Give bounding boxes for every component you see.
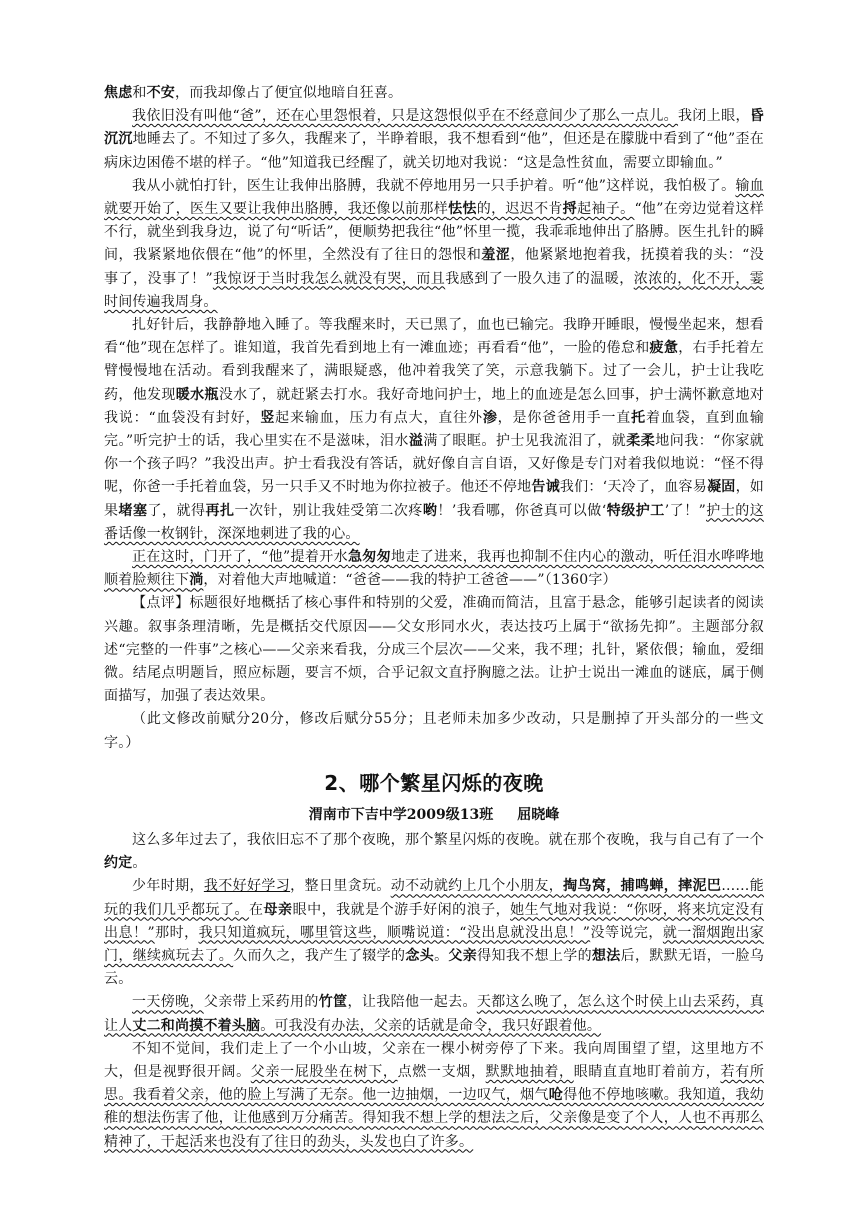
- underlined-text: 得他不停地咳嗽。我知道，我幼稚的想法伤害了他，让他感到万分痛苦。得知我不想上学的想法之后，父亲像是变了个人，人也不再那么精神了，干起活来也没有了往日的劲头，头发也白了许多。: [104, 1087, 764, 1150]
- bold-text: 约定: [104, 855, 133, 872]
- text-run: ’了！”: [664, 502, 707, 519]
- underlined-text: 一天傍晚，: [132, 994, 204, 1011]
- text-run: 少年时期，: [132, 878, 204, 895]
- underlined-text: 父亲一屁股坐在树下，: [250, 1063, 398, 1080]
- underlined-text: 我依旧没有叫他“爸”，还在心里怨恨着，只是这怨恨似乎在不经意间少了那么一点儿。: [132, 108, 679, 125]
- bold-text: 昏沉沉: [104, 108, 764, 148]
- underlined-text: 若有所思。我看着父亲，他的脸上写满了无奈。他一边抽烟，一边叹气，烟气: [104, 1063, 765, 1104]
- underlined-text: 。可我没有办法，父亲的话就是命令，我只好跟着他。: [260, 1017, 602, 1034]
- text-run: 我从小就怕打针，医生让我伸出胳膊，我就不停地用另一只手护着。听“他”这样说，我怕极了。: [132, 177, 736, 194]
- text-run: 父亲带上采药用的: [203, 994, 319, 1011]
- text-run: 眼中，我就是个游手好闲的浪子，: [292, 901, 511, 918]
- text-run: ，让我陪他一起去。: [347, 994, 477, 1011]
- underlined-text: 浓浓的，化不开，霎时间传遍我周身。: [104, 270, 764, 310]
- text-run: 没水了，就赶紧去打水。我好奇地问护士，地上的血迹是怎么回事，护士满怀歉意地对我说：“血袋没有封好，: [104, 386, 765, 426]
- bold-text: 凝固: [707, 479, 736, 496]
- bold-text: 告诫: [531, 479, 560, 496]
- text-run: 起来输血，压力有点大，直往外: [275, 409, 483, 426]
- underlined-text: ……能玩的我们几乎都玩了。: [104, 878, 765, 918]
- bold-text: 淌: [189, 572, 204, 589]
- paragraph: [104, 314, 764, 546]
- paragraph: [104, 991, 764, 1037]
- underlined-text: 护士的这番话像一枚钢针，深深地刺进了我的心。: [104, 502, 764, 542]
- text-run: 标题很好地概括了核心事件和特别的父爱，准确而简洁，且富于悬念，能够引起读者的阅读兴趣。叙事条理清晰，先是概括交代原因——父女形同水火，表达技巧上属于“欲扬先抑”。主题部分叙述“完整的一件事”之核心——父亲来看我，分成三个层次——父来，我不理；扎针，紧依偎；输血，爱细微。结尾点明题旨，照应标题，要言不烦，合乎记叙文直抒胸臆之法。让护士说出一滩血的谜底，属于侧面描写，加强了表达效果。: [104, 595, 764, 705]
- underlined-text: 正在这时，门开了，“他”提着开水: [132, 549, 348, 566]
- text-run: 了，就得: [147, 502, 206, 519]
- paragraph: [104, 175, 764, 314]
- underlined-text: 输血就要开始了，医生又要让我伸出胳膊，我还像以前那样: [104, 177, 764, 218]
- text-run: 我感到了一股久违了的温暖，: [445, 270, 634, 287]
- text-run: 着血袋，直到血输完。”听完护士的话，我心里实在不是滋味，泪水: [104, 409, 765, 450]
- bold-text: 疲惫: [649, 340, 679, 357]
- bold-text: 堵塞: [118, 502, 148, 519]
- bold-text: 竖: [260, 409, 276, 426]
- underlined-text: 默默地抽着，: [485, 1063, 574, 1080]
- text-run: 我们：‘天冷了，血容易: [559, 479, 708, 496]
- bold-text: 掏鸟窝，捕鸣蝉，摔泥巴: [563, 878, 722, 895]
- text-run: 没等说完，: [590, 924, 663, 941]
- paragraph: [104, 546, 764, 592]
- text-run: 。: [132, 855, 147, 872]
- text-run: ，而我却像占了便宜似地暗自狂喜。: [175, 85, 403, 101]
- bold-text: 渗: [482, 409, 498, 426]
- text-run: ，是你爸爸用手一直: [497, 409, 632, 426]
- text-run: ，整日里贪玩。: [290, 878, 391, 895]
- text-run: “他”在旁边觉着这样不行，就坐到我身边，说了句“听话”，便顺势把我往“他”怀里一揽，我乖乖地伸出了胳膊。医生扎针的瞬间，我紧紧地依偎在“他”的怀里，全然没有了往日的怨恨和: [104, 201, 764, 264]
- bold-text: 怯怯: [448, 201, 477, 218]
- text-run: ，对着他大声地喊道：“爸爸——我的特护工爸爸——”（1360字）: [203, 572, 617, 589]
- bold-text: 念头: [405, 947, 435, 964]
- article-title: 2、哪个繁星闪烁的夜晚: [324, 770, 544, 795]
- bold-text: 哟: [422, 502, 438, 519]
- text-run: 一次针，别让我娃受第二次疼: [234, 502, 423, 519]
- text-run: 地睡去了。不知过了多久，我醒来了，半睁着眼，我不想看到“他”，但还是在朦胧中看到了“他”歪在病床边困倦不堪的样子。“他”知道我已经醒了，就关切地对我说：“这是急性贫血，需要立即输血。”: [104, 131, 765, 171]
- text-run: 不知不觉间，我们走上了一个小山坡，父亲在一棵小树旁停了下来。我向周围望了望，这里地方不大，但是视野很开阔。: [104, 1040, 764, 1080]
- text-run: 久而久之，我产生了辍学的: [233, 947, 406, 964]
- bold-text: 呛: [548, 1087, 564, 1104]
- paragraph: [104, 105, 764, 175]
- underlined-text: 我惊讶于当时我怎么就没有哭，而且: [212, 270, 446, 287]
- bold-text: 竹筐: [318, 994, 348, 1011]
- score-note: [104, 708, 764, 754]
- text-run: 在: [249, 901, 264, 918]
- bold-text: 柔柔: [626, 433, 656, 450]
- text-run: ，如果: [104, 479, 765, 519]
- paragraph: [104, 1038, 764, 1154]
- text-run: ，他紧紧地抱着我，抚摸着我的头：“没事了，没事了！”: [104, 247, 765, 287]
- school-name: 渭南市下吉中学2009级13班: [308, 806, 494, 823]
- text-run: 眼睛直直地盯着前方，: [573, 1063, 721, 1080]
- bold-text: 暖水瓶: [175, 386, 219, 403]
- paragraph: [104, 82, 764, 105]
- bold-text: 捋: [562, 201, 578, 218]
- underlined-text: 我不好好学习: [203, 878, 291, 895]
- underlined-text: 起袖子。: [577, 201, 635, 218]
- document-page: [104, 82, 764, 1154]
- bold-text: 丈二和尚摸不着头脑: [132, 1017, 261, 1034]
- byline: [104, 804, 764, 827]
- underlined-text: 地走了进来，我再也抑制不住内心的激动，听任泪水哗哗地顺着脸颊往下: [104, 549, 765, 589]
- paragraph: [104, 875, 764, 991]
- text-run: ！’我看哪，你爸真可以做‘: [437, 502, 607, 519]
- paragraph: [104, 829, 764, 875]
- text-run: 我闭上眼，: [678, 108, 750, 125]
- bold-text: 羞涩: [481, 247, 511, 264]
- text-run: 那时，: [154, 924, 199, 941]
- bold-text: 急匆匆: [347, 549, 392, 566]
- text-run: 得知我不想上学的: [477, 947, 592, 964]
- bold-text: 再扎: [205, 502, 235, 519]
- bold-text: 特级护工: [606, 502, 665, 519]
- underlined-text: 动不动就约上几个小朋友，: [390, 878, 564, 895]
- text-run: 后，默默无语，一脸乌云。: [104, 947, 764, 988]
- bold-text: 想法: [591, 947, 621, 964]
- text-run: 。: [434, 947, 449, 964]
- comment-paragraph: [104, 592, 764, 708]
- text-run: 地问我：“你家就你一个孩子吗？”我没出声。护士看我没有答话，就好像自言自语，又好像是专门对着我似地说：“怪不得呢，你爸一手托着血袋，另一只手又不时地为你拉被子。他还不停地: [104, 433, 765, 496]
- text-run: 扎好针后，我静静地入睡了。等我醒来时，天已黑了，血也已输完。我睁开睡眼，慢慢坐起来，想看看“他”现在怎样了。谁知道，我首先看到地上有一滩血迹；再看看“他”，一脸的倦怠和: [104, 317, 764, 357]
- underlined-text: 就一溜烟跑出家门，继续疯玩去了。: [104, 924, 764, 964]
- text-run: 和: [132, 85, 147, 101]
- underlined-text: 她生气地对我说：“你呀，将来坑定没有出息！”: [104, 901, 765, 941]
- text-run: 满了眼眶。护士见我流泪了，就: [423, 433, 627, 450]
- bold-text: 溢: [408, 433, 424, 450]
- author-name: 屈晓峰: [517, 806, 560, 823]
- text-run: 这么多年过去了，我依旧忘不了那个夜晚，那个繁星闪烁的夜晚。就在那个夜晚，我与自己有了一个: [132, 831, 764, 848]
- underlined-text: 天都这么晚了，怎么这个时侯上山去采药，真让人: [104, 994, 764, 1034]
- bold-text: 母亲: [263, 901, 293, 918]
- text-run: ，右手托着左臂慢慢地在活动。看到我醒来了，满眼疑惑，他冲着我笑了笑，示意我躺下。过了一会儿，护士让我吃药，他发现: [104, 340, 764, 403]
- bold-text: 托: [631, 409, 646, 426]
- bold-text: 焦虑: [104, 85, 133, 101]
- text-run: 【点评】: [132, 595, 190, 612]
- underlined-text: 的，迟迟不肯: [476, 201, 563, 218]
- underlined-text: 我只知道疯玩，哪里管这些，顺嘴说道：“没出息就没出息！”: [198, 924, 591, 941]
- text-run: 点燃一支烟，: [397, 1063, 486, 1080]
- text-run: （此文修改前赋分20分，修改后赋分55分；且老师未加多少改动，只是删掉了开头部分的一些文字。）: [104, 711, 764, 751]
- bold-text: 父亲: [448, 947, 478, 964]
- bold-text: 不安: [146, 85, 176, 101]
